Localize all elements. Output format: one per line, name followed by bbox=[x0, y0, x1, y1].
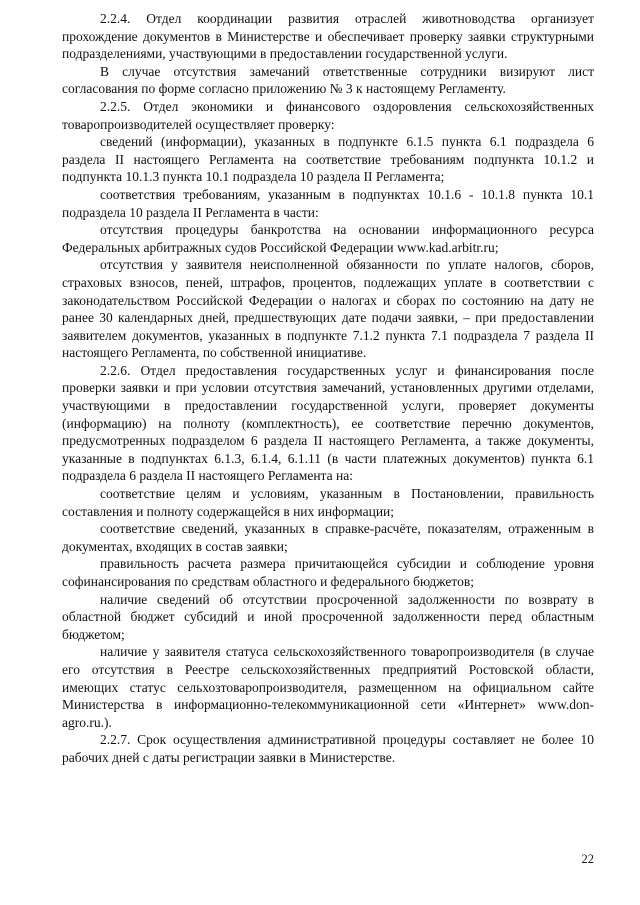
paragraph-goals-conditions: соответствие целям и условиям, указанным в Постановлении, правильность составления и полноту содержащейся в них информации; bbox=[62, 486, 594, 519]
paragraph-2-2-5: 2.2.5. Отдел экономики и финансового оздоровления сельскохозяйственных товаропроизводителей осуществляет проверку: bbox=[62, 98, 594, 132]
page-number: 22 bbox=[581, 852, 594, 866]
paragraph-2-2-7: 2.2.7. Срок осуществления административной процедуры составляет не более 10 рабочих дней с даты регистрации заявки в Министерстве. bbox=[62, 732, 594, 765]
paragraph-requirements-compliance: соответствия требованиям, указанным в подпунктах 10.1.6 - 10.1.8 пункта 10.1 подраздела 10 раздела II Регламента в части: bbox=[62, 186, 594, 220]
paragraph-2-2-4: 2.2.4. Отдел координации развития отраслей животноводства организует прохождение документов в Министерстве и обеспечивает проверку заявки структурными подразделениями, участвующими в предоставлении государственной услуги. bbox=[62, 11, 594, 62]
paragraph-approval-sheet: В случае отсутствия замечаний ответственные сотрудники визируют лист согласования по форме согласно приложению № 3 к настоящему Регламенту. bbox=[62, 63, 594, 97]
paragraph-producer-status: наличие у заявителя статуса сельскохозяйственного товаропроизводителя (в случае его отсутствия в Реестре сельскохозяйственных предприятий Ростовской области, имеющих статус сельхозтоваропроизводителя, размещенном на официальном сайте Министерства в информационно-телекоммуникационной сети «Интернет» www.don-agro.ru.). bbox=[62, 644, 594, 730]
paragraph-calculation-data: соответствие сведений, указанных в справке-расчёте, показателям, отраженным в документах, входящих в состав заявки; bbox=[62, 521, 594, 554]
paragraph-tax-debt: отсутствия у заявителя неисполненной обязанности по уплате налогов, сборов, страховых взносов, пеней, штрафов, процентов, подлежащих уплате в соответствии с законодательством Российской Федерации о налогах и сборах по состоянию на дату не ранее 30 календарных дней, предшествующих дате подачи заявки, – при предоставлении заявителем документов, указанных в подпункте 7.1.2 пункта 7.1 подраздела 7 раздела II настоящего Регламента, по собственной инициативе. bbox=[62, 257, 594, 361]
paragraph-bankruptcy: отсутствия процедуры банкротства на основании информационного ресурса Федеральных арбитражных судов Российской Федерации www.kad.arbitr.ru; bbox=[62, 222, 594, 255]
document-body bbox=[62, 10, 594, 767]
paragraph-overdue-debt: наличие сведений об отсутствии просроченной задолженности по возврату в областной бюджет субсидий и иной просроченной задолженности перед областным бюджетом; bbox=[62, 591, 594, 642]
paragraph-info-check: сведений (информации), указанных в подпункте 6.1.5 пункта 6.1 подраздела 6 раздела II настоящего Регламента на соответствие требованиям подпункта 10.1.2 и подпункта 10.1.3 пункта 10.1 подраздела 10 раздела II Регламента; bbox=[62, 134, 594, 185]
paragraph-subsidy-calculation: правильность расчета размера причитающейся субсидии и соблюдение уровня софинансирования по средствам областного и федерального бюджетов; bbox=[62, 556, 594, 589]
paragraph-2-2-6: 2.2.6. Отдел предоставления государственных услуг и финансирования после проверки заявки и при условии отсутствия замечаний, установленных другими отделами, участвующими в предоставлении государственной услуги, проверяет документы (информацию) на полноту (комплектность), ее соответствие перечню документов, предусмотренных подразделом 6 раздела II настоящего Регламента, а также документы, указанные в подпунктах 6.1.3, 6.1.4, 6.1.11 (в части платежных документов) пункта 6.1 подраздела 6 раздела II настоящего Регламента на: bbox=[62, 362, 594, 484]
